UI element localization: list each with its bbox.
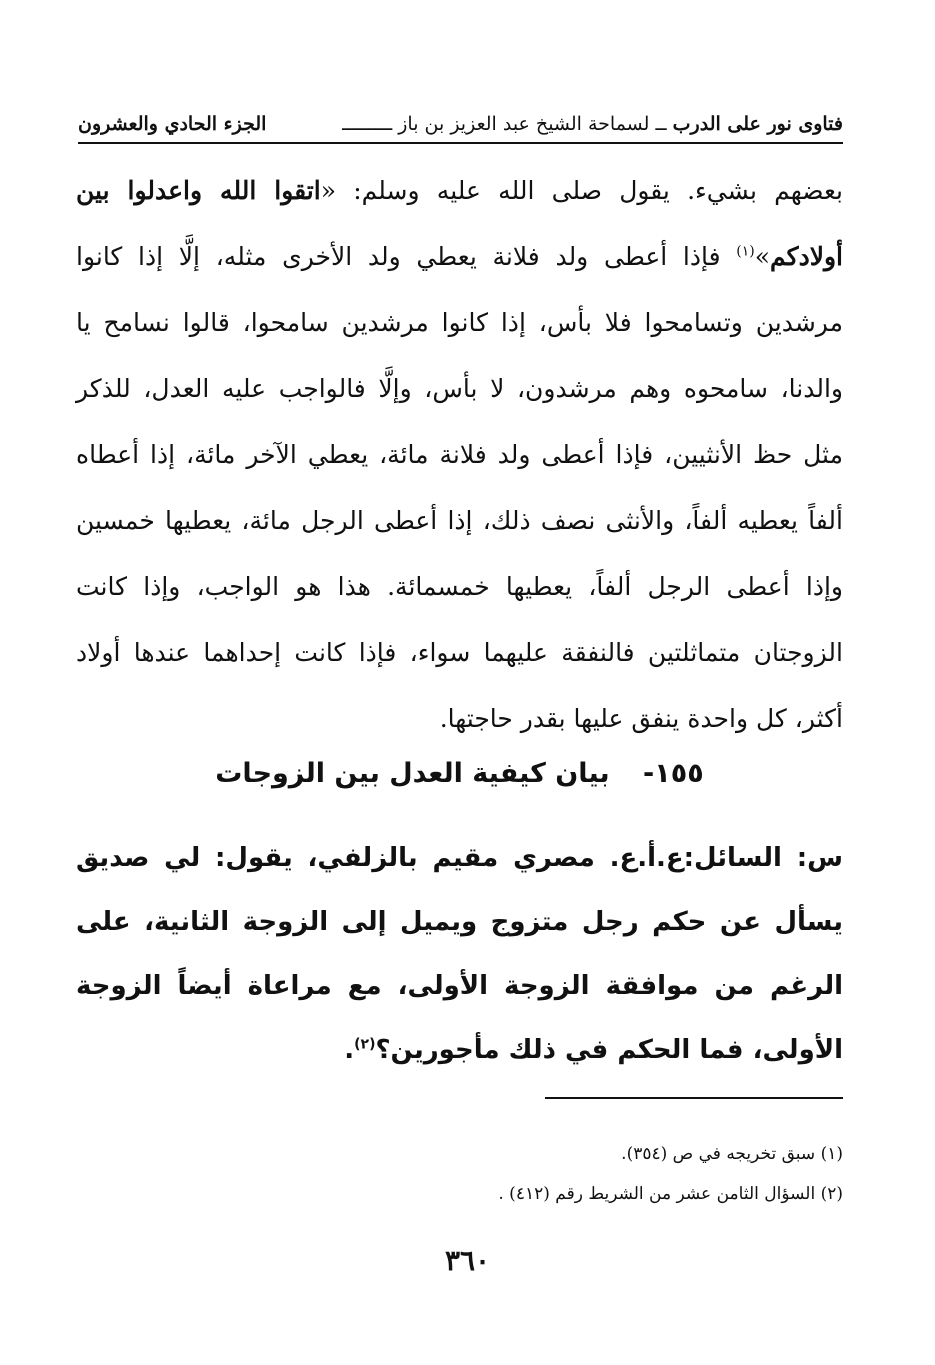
running-header [78, 110, 843, 144]
paragraph-rest: فإذا أعطى ولد فلانة يعطي ولد الأخرى مثله، إلَّا إذا كانوا مرشدين وتسامحوا فلا بأس، إذا كانوا مرشدين سامحوا، قالوا نسامح يا والدنا، سامحوه وهم مرشدون، لا بأس، وإلَّا فالواجب عليه العدل، للذكر مثل حظ الأنثيين، فإذا أعطى ولد فلانة مائة، يعطي الآخر مائة، إذا أعطاه ألفاً يعطيه ألفاً، والأنثى نصف ذلك، إذا أعطى الرجل مائة، يعطيها خمسين وإذا أعطى الرجل ألفاً، يعطيها خمسمائة. هذا هو الواجب، وإذا كانت الزوجتان متماثلتين فالنفقة عليهما سواء، فإذا كانت إحداهما عندها أولاد أكثر، كل واحدة ينفق عليها بقدر حاجتها. [76, 242, 843, 733]
footnote-separator [545, 1097, 843, 1099]
answer-paragraph [76, 158, 843, 752]
volume-label: الجزء الحادي والعشرون [78, 113, 267, 135]
question-end: . [344, 1035, 355, 1065]
footnote-1: (١) سبق تخريجه في ص (٣٥٤). [621, 1144, 843, 1164]
paragraph-start: بعضهم بشيء. يقول صلى الله عليه وسلم: « [320, 176, 843, 205]
question-paragraph [76, 826, 843, 1082]
question-text: س: السائل:ع.أ.ع. مصري مقيم بالزلفي، يقول: لي صديق يسأل عن حكم رجل متزوج ويميل إلى الزوجة الثانية، على الرغم من موافقة الزوجة الأولى، مع مراعاة أيضاً الزوجة الأولى، فما الحكم في ذلك مأجورين؟ [76, 843, 843, 1065]
header-book-title [342, 110, 843, 138]
author-name: ــ لسماحة الشيخ عبد العزيز بن باز ـــــــــ [342, 113, 667, 135]
footnote-ref-1[interactable]: (١) [736, 243, 755, 260]
footnote-ref-2[interactable]: (٢) [354, 1036, 376, 1053]
section-heading [76, 752, 843, 796]
section-number: ١٥٥- [643, 758, 704, 789]
page-number: ٣٦٠ [444, 1244, 491, 1277]
footnotes [76, 1134, 843, 1214]
hadith-close: » [754, 242, 771, 271]
hadith-quote: اتقوا الله واعدلوا بين أولادكم [76, 176, 843, 271]
book-title: فتاوى نور على الدرب [672, 113, 843, 135]
section-title-text: بيان كيفية العدل بين الزوجات [215, 758, 610, 789]
footnote-2: (٢) السؤال الثامن عشر من الشريط رقم (٤١٢) . [498, 1184, 843, 1204]
